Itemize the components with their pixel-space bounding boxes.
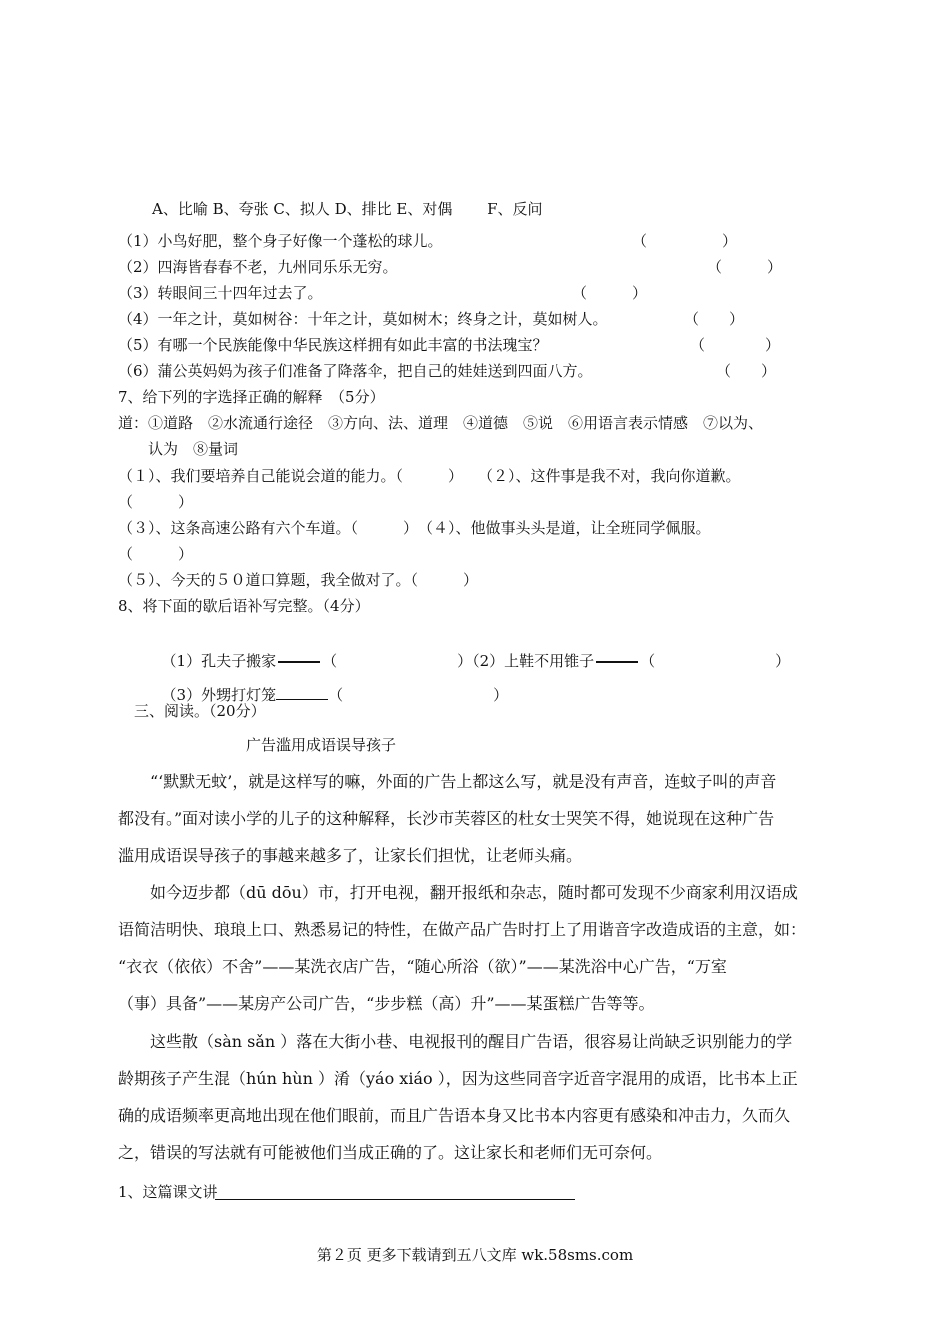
xiehouyu-1: （1）孔夫子搬家 <box>161 652 277 670</box>
paragraph-2-line-4: （事）具备”——某房产公司广告，“步步糕（高）升”——某蛋糕广告等等。 <box>118 994 655 1013</box>
question-7-item-2-paren: （ ） <box>118 493 194 511</box>
underline-blank <box>276 685 328 700</box>
answer-line[interactable] <box>215 1199 575 1200</box>
article-title: 广告滥用成语误导孩子 <box>246 736 397 754</box>
paragraph-1-line-3: 滥用成语误导孩子的事越来越多了，让家长们担忧，让老师头痛。 <box>118 846 583 865</box>
rhetoric-item-3: （3）转眼间三十四年过去了。 <box>118 284 323 302</box>
answer-paren-2: （ ） <box>707 258 783 276</box>
xiehouyu-3-blank: （ ） <box>328 686 509 704</box>
question-7-title: 7、给下列的字选择正确的解释 （5分） <box>118 388 385 406</box>
paragraph-3-line-4: 之，错误的写法就有可能被他们当成正确的了。这让家长和老师们无可奈何。 <box>118 1143 663 1162</box>
answer-paren-6: （ ） <box>716 362 777 380</box>
page-footer: 第２页 更多下载请到五八文库 wk.58sms.com <box>316 1246 634 1264</box>
paragraph-3-line-2: 龄期孩子产生混（hún hùn ）淆（yáo xiáo ），因为这些同音字近音字混用的成语，比书本上正 <box>118 1069 798 1088</box>
dash-line <box>278 661 320 663</box>
question-7-item-4-paren: （ ） <box>118 545 194 563</box>
rhetoric-item-1: （1）小鸟好肥，整个身子好像一个蓬松的球儿。 <box>118 232 443 250</box>
paragraph-2-line-1: 如今迈步都（dū dōu）市，打开电视，翻开报纸和杂志，随时都可发现不少商家利用汉语成 <box>150 883 798 902</box>
rhetoric-item-4: （4）一年之计，莫如树谷：十年之计，莫如树木；终身之计，莫如树人。 <box>118 310 608 328</box>
question-7-item-5: （５）、今天的５０道口算题，我全做对了。（ ） <box>118 571 479 589</box>
xiehouyu-row-2 <box>152 665 508 705</box>
xiehouyu-3: （3）外甥打灯笼 <box>161 686 277 704</box>
answer-paren-4: （ ） <box>684 310 745 328</box>
rhetoric-options: A、比喻 B、夸张 C、拟人 D、排比 E、对偶 F、反问 <box>152 200 543 218</box>
rhetoric-item-6: （6）蒲公英妈妈为孩子们准备了降落伞，把自己的娃娃送到四面八方。 <box>118 362 593 380</box>
question-7-item-3-4: （３）、这条高速公路有六个车道。（ ） （４）、他做事头头是道，让全班同学佩服。 <box>118 519 711 537</box>
paragraph-1-line-2: 都没有。”面对读小学的儿子的这种解释，长沙市芙蓉区的杜女士哭笑不得，她说现在这种广告 <box>118 809 775 828</box>
answer-paren-3: （ ） <box>572 284 648 302</box>
answer-paren-1: （ ） <box>632 232 738 250</box>
dao-definitions: 道：①道路 ②水流通行途径 ③方向、法、道理 ④道德 ⑤说 ⑥用语言表示情感 ⑦以为、 <box>118 414 764 432</box>
question-8-title: 8、将下面的歇后语补写完整。（4分） <box>118 597 370 615</box>
xiehouyu-2-blank: （ ） <box>640 652 791 670</box>
paragraph-1-line-1: “‘默默无蚊’，就是这样写的嘛，外面的广告上都这么写，就是没有声音，连蚊子叫的声音 <box>150 772 777 791</box>
dash-line <box>596 661 638 663</box>
rhetoric-item-2: （2）四海皆春春不老，九州同乐乐无穷。 <box>118 258 398 276</box>
reading-question-1: 1、这篇课文讲 <box>118 1183 218 1201</box>
paragraph-3-line-3: 确的成语频率更高地出现在他们眼前，而且广告语本身又比书本内容更有感染和冲击力，久而久 <box>118 1106 791 1125</box>
paragraph-2-line-3: “衣衣（依依）不舍”——某洗衣店广告，“随心所浴（欲）”——某洗浴中心广告，“万室 <box>118 957 727 976</box>
xiehouyu-1-blank-and-2: （ ）（2）上鞋不用锥子 <box>322 652 595 670</box>
paragraph-2-line-2: 语简洁明快、琅琅上口、熟悉易记的特性，在做产品广告时打上了用谐音字改造成语的主意，如： <box>118 920 807 939</box>
question-7-item-1-2: （１）、我们要培养自己能说会道的能力。（ ） （２）、这件事是我不对，我向你道歉。 <box>118 467 741 485</box>
rhetoric-item-5: （5）有哪一个民族能像中华民族这样拥有如此丰富的书法瑰宝？ <box>118 336 548 354</box>
answer-paren-5: （ ） <box>690 336 781 354</box>
reading-section-title: 三、阅读。（20分） <box>134 702 266 720</box>
paragraph-3-line-1: 这些散（sàn sǎn ）落在大街小巷、电视报刊的醒目广告语，很容易让尚缺乏识别能力的学 <box>150 1032 793 1051</box>
dao-definitions-cont: 认为 ⑧量词 <box>148 440 239 458</box>
